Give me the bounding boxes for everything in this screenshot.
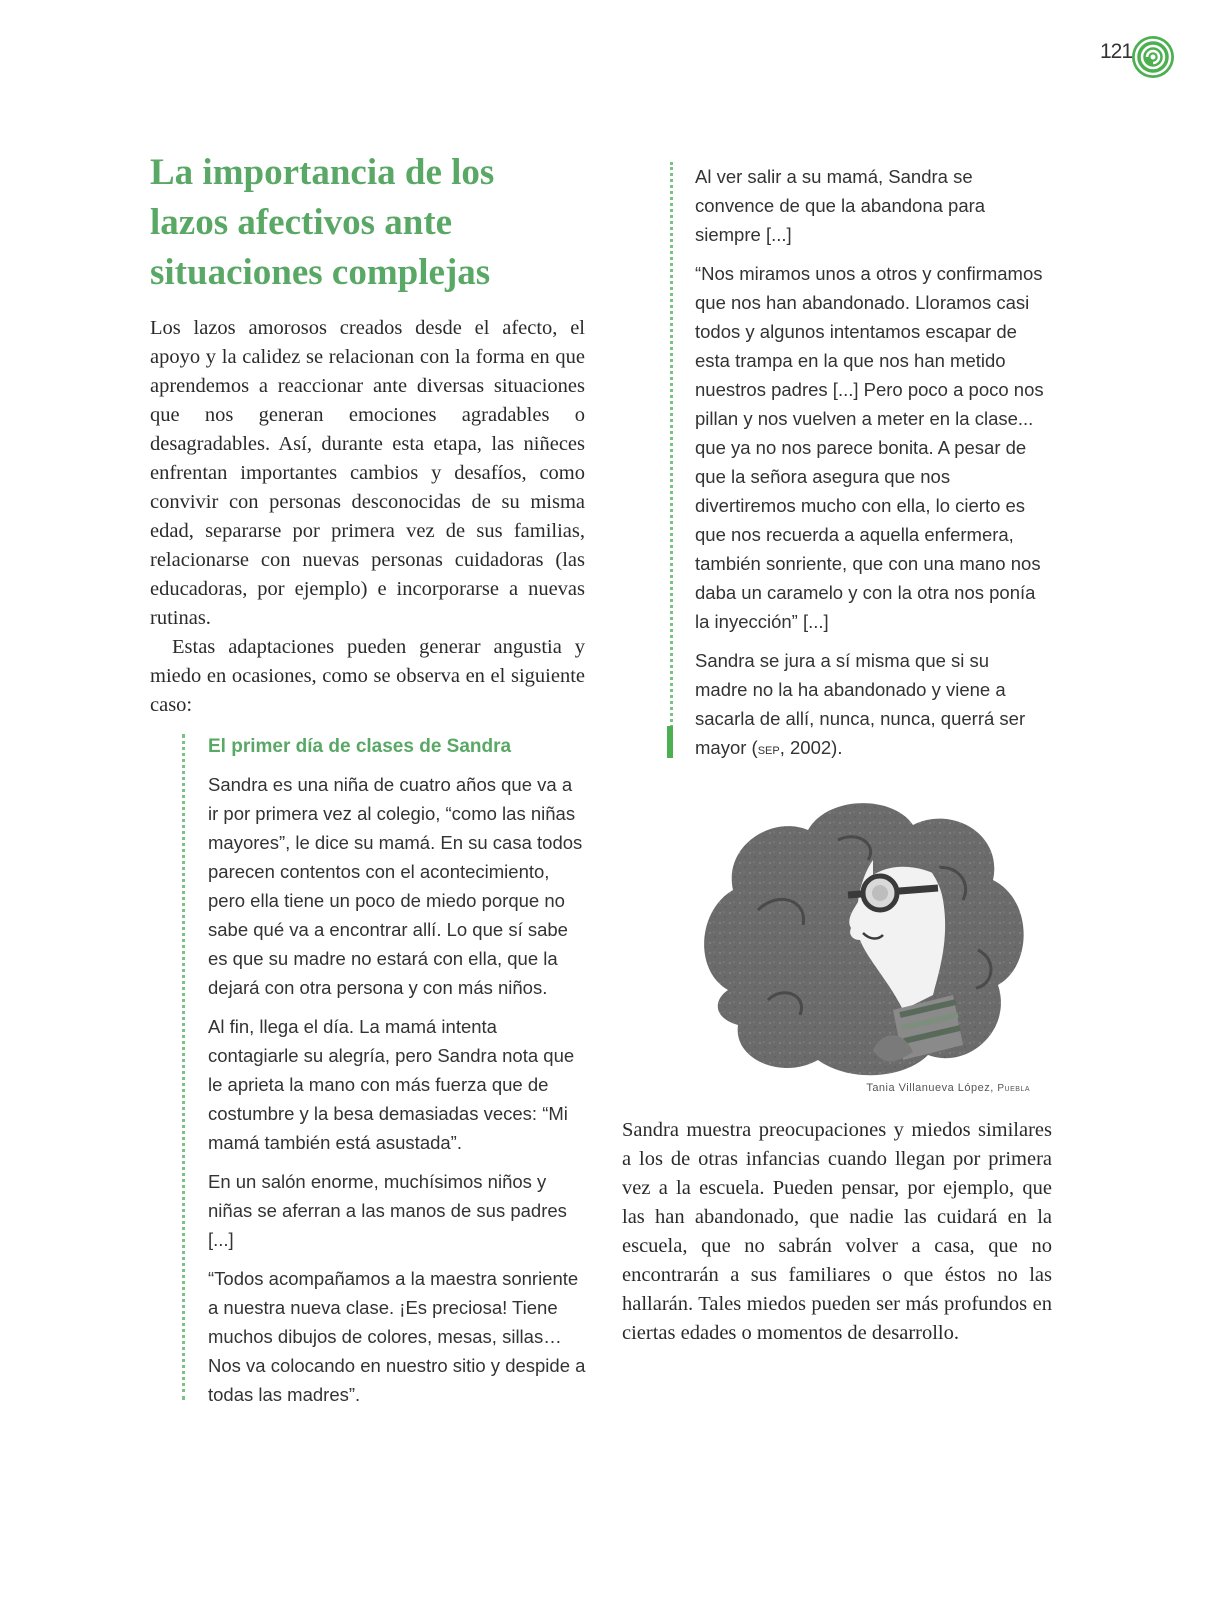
- box-end-marker: [667, 726, 673, 758]
- illustration-credit: [840, 1082, 1030, 1094]
- girl-with-glasses-illustration: [688, 790, 1038, 1080]
- case-paragraph: Sandra es una niña de cuatro años que va a ir por primera vez al colegio, “como las niñas mayores”, le dice su mamá. En su casa todos parecen contentos con el acontecimiento, pero ella tiene un poco de miedo porque no sabe qué va a encontrar allí. Lo que sí sabe es que su madre no estará con ella, que la dejará con otra persona y con más niños.: [208, 774, 583, 998]
- green-circle-emblem-icon: [1130, 34, 1176, 80]
- credit-place: Puebla: [997, 1083, 1030, 1094]
- citation-org: sep: [757, 741, 780, 758]
- case-paragraph: En un salón enorme, muchísimos niños y niñas se aferran a las manos de sus padres [...]: [208, 1171, 567, 1250]
- case-paragraph: Al ver salir a su mamá, Sandra se convence de que la abandona para siempre [...]: [695, 166, 986, 245]
- credit-name: Tania Villanueva López,: [866, 1082, 998, 1094]
- case-last-text: Sandra se jura a sí misma que si su madre no la ha abandonado y viene a sacarla de allí, nunca, nunca, querrá ser mayor (: [695, 650, 1026, 758]
- case-paragraph: Al fin, llega el día. La mamá intenta contagiarle su alegría, pero Sandra nota que le aprieta la mano con más fuerza que de costumbre y la besa demasiadas veces: “Mi mamá también está asustada”.: [208, 1016, 575, 1153]
- case-paragraph: “Todos acompañamos a la maestra sonriente a nuestra nueva clase. ¡Es preciosa! Tiene muchos dibujos de colores, mesas, sillas… Nos va colocando en nuestro sitio y despide a todas las madres”.: [208, 1268, 586, 1405]
- citation-year: , 2002).: [779, 737, 843, 758]
- case-last-paragraph: [695, 646, 1045, 764]
- lead-paragraph: Los lazos amorosos creados desde el afecto, el apoyo y la calidez se relacionan con la forma en que aprendemos a reaccionar ante diversas situaciones que nos generan emociones agradables o desagradables. Así, durante esta etapa, las niñeces enfrentan importantes cambios y desafíos, como convivir con personas desconocidas de su misma edad, separarse por primera vez de sus familias, relacionarse con nuevas personas cuidadoras (las educadoras, por ejemplo) e incorporarse a nuevas rutinas.: [150, 317, 585, 629]
- case-study-continuation: [670, 162, 1045, 758]
- title-line: situaciones complejas: [150, 252, 491, 293]
- lead-text: [150, 314, 585, 720]
- title-line: La importancia de los: [150, 152, 495, 193]
- lead-paragraph: Estas adaptaciones pueden generar angustia y miedo en ocasiones, como se observa en el siguiente caso:: [150, 636, 585, 716]
- page-number: 121: [1100, 40, 1133, 63]
- closing-paragraph: Sandra muestra preocupaciones y miedos similares a los de otras infancias cuando llegan por primera vez a la escuela. Pueden pensar, por ejemplo, que las han abandonado, que nadie las cuidará en la escuela, que no sabrán volver a casa, que no encontrarán a sus familiares o que éstos no las hallarán. Tales miedos pueden ser más profundos en ciertas edades o momentos de desarrollo.: [622, 1119, 1052, 1344]
- page-title: [150, 148, 590, 298]
- case-paragraph: “Nos miramos unos a otros y confirmamos que nos han abandonado. Lloramos casi todos y algunos intentamos escapar de esta trampa en la que nos han metido nuestros padres [...] Pero poco a poco nos pillan y nos vuelven a meter en la clase... que ya no nos parece bonita. A pesar de que la señora asegura que nos divertiremos mucho con ella, lo cierto es que nos recuerda a aquella enfermera, también sonriente, que con una mano nos daba un caramelo y con la otra nos ponía la inyección” [...]: [695, 263, 1044, 632]
- title-line: lazos afectivos ante: [150, 202, 453, 243]
- case-study-title: El primer día de clases de Sandra: [208, 736, 512, 757]
- case-study-box: [182, 734, 587, 1405]
